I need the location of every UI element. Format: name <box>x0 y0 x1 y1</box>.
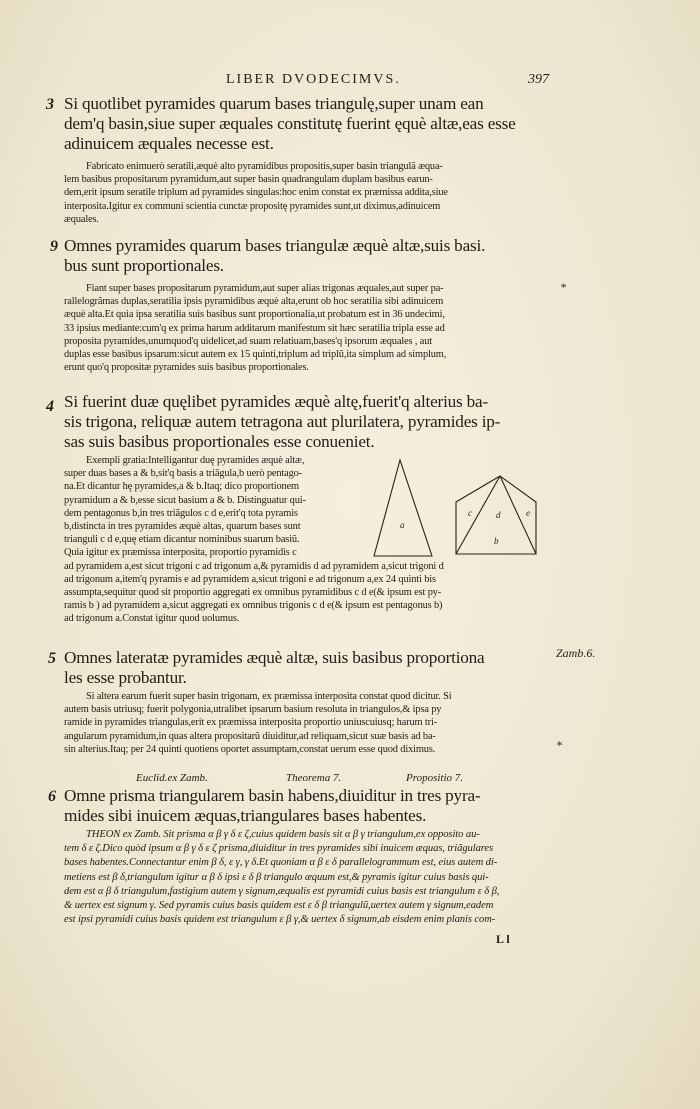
text-line: proposita pyramides,unumquod'q uidelicet,ad suam relatiuam,bases'q ipsorum æquales , aut <box>64 335 432 347</box>
text-line: erunt quo'q propositæ pyramides suis basibus proportionales. <box>64 362 309 374</box>
section-3 <box>64 94 552 226</box>
demonstration-text <box>64 282 552 374</box>
proposition-line: Omne prisma triangularem basin habens,diuiditur in tres pyra- <box>64 786 481 805</box>
running-title: LIBER DVODECIMVS. <box>226 72 401 87</box>
text-line: na.Et dicantur hę pyramides,a & b.Itaq; dico proportionem <box>64 481 299 493</box>
text-line: dem est α β δ triangulum,fastigium autem γ signum,æqualis est pyramidi cuius basis est triangulum ε δ β, <box>64 885 500 897</box>
label-c: c <box>468 508 472 518</box>
text-line: ramide in pyramides triangulas,erit ex præmissa interposita proportio uniuscuiusq; harum tri- <box>64 717 438 729</box>
demonstration-text <box>64 454 374 560</box>
text-line: est ipsi pyramidi cuius basis quidem est triangulum ε β γ,& uertex δ signum,ab eisdem enim planis com- <box>64 914 496 926</box>
page-number: 397 <box>528 72 549 87</box>
proposition-line: adinuicem æquales necesse est. <box>64 134 274 153</box>
text-line: ramis b ) ad pyramidem a,sicut aggregati ex omnibus trigonis c d e(& ipsum est pentagonus b) <box>64 600 443 612</box>
proposition-text <box>64 648 552 688</box>
proposition-line: bus sunt proportionales. <box>64 256 224 275</box>
proposition-line: Si quotlibet pyramides quarum bases triangulę,super unam ean <box>64 94 484 113</box>
label-e: e <box>526 508 530 518</box>
text-line: dem,erit ipsum seratile triplum ad pyramides singulas:hoc enim constat ex præmissa addita,siue <box>64 187 448 199</box>
text-line: duplas esse basibus ipsarum:sicut autem ex 15 quinti,triplum ad triplũ,ita simplum ad simplum, <box>64 349 447 361</box>
text-line: sin alterius.Itaq; per 24 quinti quotiens oportet assumptam,constat uerum esse quod diximus. <box>64 743 436 755</box>
proposition-line: sas suis basibus proportionales esse conueniet. <box>64 432 375 451</box>
text-line: lem basibus propositarum pyramidum,aut super basin quadrangulam duplam basibus earun- <box>64 174 433 186</box>
proposition-text <box>64 94 552 154</box>
proposition-line: les esse probantur. <box>64 668 187 687</box>
margin-note-zamb: Zamb.6. <box>556 646 596 660</box>
section-9 <box>64 236 552 374</box>
text-line: autem basis utriusq; fuerit polygonia,utralibet ipsarum basium resoluta in triangulos,& ipsa py <box>64 704 442 716</box>
text-line: æquè alta.Et quia ipsa seratilia suis basibus sunt proportionalia,ut probatum est in 36 undecimi, <box>64 309 445 321</box>
text-line: tem δ ε ζ.Dico quòd ipsum α β γ δ ε ζ prisma,diuiditur in tres pyramides sibi inuicem æquas, triãgulares <box>64 843 494 855</box>
text-line: ad trigonum a.Constat igitur quod uolumus. <box>64 613 240 625</box>
text-line: metiens est β δ,triangulum igitur α β δ ipsi ε δ β triangulo æquum est,& pyramis igitur cuius basis qui- <box>64 871 489 883</box>
section-number: 4 <box>46 398 54 415</box>
text-line: ad pyramidem a,est sicut trigoni c ad trigonum a,& pyramidis d ad pyramidem a,sicut trigoni d <box>64 560 444 572</box>
caption-propositio: Propositio 7. <box>406 772 464 784</box>
text-line: Fiant super bases propositarum pyramidum,aut super alias trigonas æquales,aut super pa- <box>86 283 444 294</box>
text-line: pyramidum a & b,esse sicut basium a & b. Distinguatur qui- <box>64 494 306 506</box>
text-line: dem pentagonus b,in tres triãgulos c d e,erit'q tota pyramis <box>64 507 298 519</box>
text-line: & uertex est signum γ. Sed pyramis cuius basis quidem est ε δ β triangulũ,uertex autem γ signum,eadem <box>64 900 494 912</box>
section-number: 5 <box>48 650 56 667</box>
caption-theorema: Theorema 7. <box>286 772 342 784</box>
text-line: Exempli gratia:Intelligantur duę pyramides æquè altæ, <box>86 455 305 466</box>
section-number: 9 <box>50 238 58 255</box>
margin-mark: * <box>556 738 562 752</box>
section-5 <box>64 648 552 756</box>
text-line: THEON ex Zamb. Sit prisma α β γ δ ε ζ,cuius quidem basis sit α β γ triangulum,ex opposito au- <box>86 829 480 840</box>
label-b: b <box>494 536 499 546</box>
text-line: ad trigonum a,item'q pyramis e ad pyramidem a,sicut trigoni e ad trigonum a,ex 24 quinti bis <box>64 573 436 585</box>
proposition-text <box>64 392 552 452</box>
demonstration-text-wide <box>64 560 552 626</box>
text-line: angularum pyramidum,in quas altera propositarũ diuiditur,ad reliquam,sicut suæ basis ad ba- <box>64 730 436 742</box>
section-6 <box>64 786 552 927</box>
caption-euclid: Euclid.ex Zamb. <box>136 772 208 784</box>
diagonal-line <box>500 476 536 554</box>
proposition-line: mides sibi inuicem æquas,triangulares bases habentes. <box>64 806 427 825</box>
text-line: interposita.Igitur ex communi scientia cunctæ propositę pyramides sunt,ut diximus,adinuicem <box>64 200 441 212</box>
section-number: 6 <box>48 788 56 805</box>
proposition-text <box>64 786 552 826</box>
text-line: rallelogrãmas duplas,seratilia ipsis pyramidibus æquè alta,erunt ob hoc seratilia sibi adinuicem <box>64 296 444 308</box>
proposition-line: Si fuerint duæ quęlibet pyramides æquè altę,fuerit'q alterius ba- <box>64 392 488 411</box>
text-line: Quia igitur ex præmissa interposita, proportio pyramidis c <box>64 547 297 559</box>
section-number: 3 <box>46 96 54 113</box>
label-a: a <box>400 520 405 530</box>
proposition-line: Omnes pyramides quarum bases triangulæ æquè altæ,suis basi. <box>64 236 486 255</box>
margin-mark: * <box>560 280 566 294</box>
demonstration-text <box>64 160 552 226</box>
text-line: super duas bases a & b,sit'q basis a triãgula,b uerò pentago- <box>64 468 302 480</box>
demonstration-text <box>64 690 552 756</box>
text-line: 33 ipsius mediante:cum'q ex prima harum additarum manifestum sit hæc seratilia tripla esse ad <box>64 322 445 334</box>
text-line: Si altera earum fuerit super basin trigonam, ex præmissa interposita constat quod dicitur. Si <box>86 691 452 702</box>
theon-commentary <box>64 828 552 927</box>
proposition-line: Omnes lateratæ pyramides æquè altæ, suis basibus proportiona <box>64 648 485 667</box>
proposition-line: dem'q basin,siue super æquales constitutę fuerint ęquè altæ,eas esse <box>64 114 516 133</box>
text-line: trianguli c d e,quę etiam dicantur nominibus suarum basiũ. <box>64 534 300 546</box>
signature-mark: L l <box>496 932 510 946</box>
text-line: b,distincta in tres pyramides æquè altas, quarum bases sunt <box>64 521 301 533</box>
pyramid-bases-figure <box>372 458 552 560</box>
text-line: Fabricato enimuerò seratili,æquè alto pyramidibus propositis,super basin triangulã æqua- <box>86 161 443 172</box>
proposition-line: sis trigona, reliquæ autem tetragona aut plurilatera, pyramides ip- <box>64 412 501 431</box>
running-header <box>0 72 700 92</box>
text-line: æquales. <box>64 213 99 225</box>
label-d: d <box>496 510 501 520</box>
proposition-text <box>64 236 552 276</box>
text-line: bases habentes.Connectantur enim β δ, ε γ, γ δ.Et quoniam α β ε δ parallelogrammum est, eius autem di- <box>64 857 498 869</box>
text-line: assumpta,sequitur quod sit proportio aggregati ex omnibus pyramidibus c d e(& ipsum est py- <box>64 587 442 599</box>
triangle-base-a <box>374 460 432 556</box>
